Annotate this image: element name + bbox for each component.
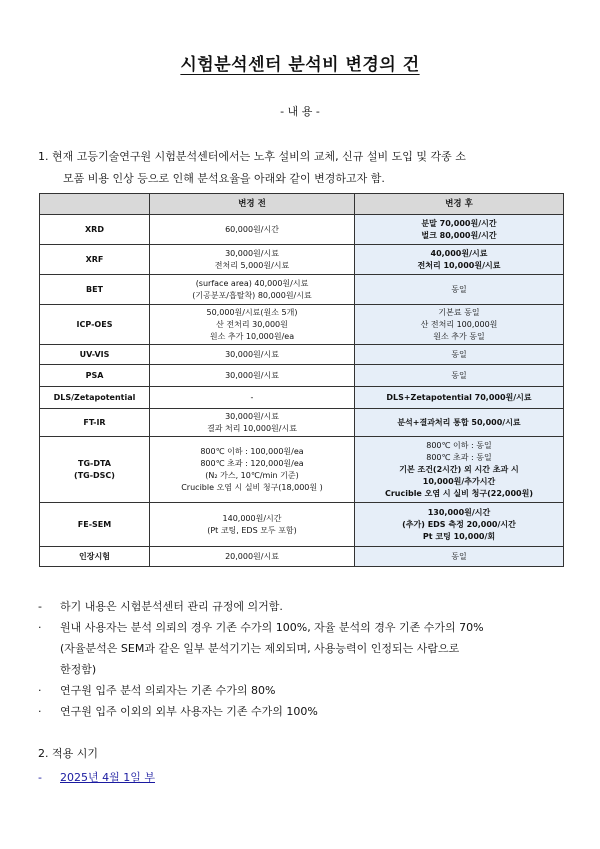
header-after: 변경 후: [355, 194, 564, 215]
after-cell: [355, 305, 564, 345]
row-label-line: 인장시험: [79, 551, 110, 561]
document-title: 시험분석센터 분석비 변경의 건: [180, 55, 420, 75]
note-text: 원내 사용자는 분석 의뢰의 경우 기존 수가의 100%, 자율 분석의 경우 기존 수가의 70%: [60, 621, 484, 634]
after-line: 기본료 동일: [438, 307, 480, 317]
row-label: [40, 365, 150, 387]
before-cell: [150, 245, 355, 275]
table-row: [40, 503, 564, 547]
note-marker: ·: [38, 621, 42, 634]
before-cell: [150, 387, 355, 409]
row-label: [40, 503, 150, 547]
table-row: [40, 215, 564, 245]
before-line: 원소 추가 10,000원/ea: [209, 331, 295, 341]
before-line: (Pt 코팅, EDS 모두 포함): [207, 525, 297, 535]
after-line: Pt 코팅 10,000/회: [422, 531, 496, 541]
after-line: 분말 70,000원/시간: [421, 218, 497, 228]
table-row: [40, 387, 564, 409]
after-cell: [355, 547, 564, 567]
before-cell: [150, 503, 355, 547]
after-line: 원소 추가 동일: [433, 331, 485, 341]
header-before: 변경 전: [150, 194, 355, 215]
after-line: 동일: [451, 284, 467, 294]
after-cell: [355, 437, 564, 503]
after-line: 산 전처리 100,000원: [420, 319, 498, 329]
after-line: (추가) EDS 측정 20,000/시간: [402, 519, 516, 529]
table-row: [40, 275, 564, 305]
note-line: [38, 596, 578, 617]
after-line: 800℃ 이하 : 동일: [426, 440, 492, 450]
row-label-line: PSA: [85, 370, 104, 380]
row-label: [40, 547, 150, 567]
after-cell: [355, 215, 564, 245]
content-subheading: - 내 용 -: [280, 105, 320, 118]
table-header-row: [40, 194, 564, 215]
row-label: [40, 215, 150, 245]
before-cell: [150, 547, 355, 567]
row-label-line: (TG-DSC): [74, 470, 115, 480]
before-line: -: [250, 392, 254, 402]
section-2-heading: 2. 적용 시기: [38, 747, 98, 760]
after-line: 800℃ 초과 : 동일: [426, 452, 492, 462]
before-line: 800℃ 이하 : 100,000원/ea: [200, 446, 304, 456]
note-text: 한정함): [60, 663, 97, 676]
row-label-line: XRD: [85, 224, 104, 234]
after-cell: [355, 275, 564, 305]
after-line: 기본 조건(2시간) 외 시간 초과 시: [399, 464, 519, 474]
table-row: [40, 365, 564, 387]
after-line: Crucible 오염 시 실비 청구(22,000원): [384, 488, 534, 498]
after-cell: [355, 365, 564, 387]
note-line: [38, 701, 578, 722]
section-1-line-1: 1. 현재 고등기술연구원 시험분석센터에서는 노후 설비의 교체, 신규 설비 도입 및 각종 소: [38, 150, 466, 163]
notes-list: [38, 596, 578, 722]
before-cell: [150, 437, 355, 503]
before-line: 결과 처리 10,000원/시료: [207, 423, 297, 433]
note-marker: -: [38, 600, 42, 613]
section-1-line-2: 모품 비용 인상 등으로 인해 분석요율을 아래와 같이 변경하고자 함.: [63, 172, 385, 185]
after-cell: [355, 245, 564, 275]
after-line: 분석+결과처리 통합 50,000/시료: [397, 417, 521, 427]
before-line: 30,000원/시료: [225, 411, 279, 421]
rate-change-table: [39, 193, 564, 567]
row-label-line: TG-DTA: [77, 458, 111, 468]
note-text: 하기 내용은 시험분석센터 관리 규정에 의거함.: [60, 600, 283, 613]
before-cell: [150, 365, 355, 387]
before-cell: [150, 275, 355, 305]
before-line: 30,000원/시료: [225, 349, 279, 359]
after-line: 전처리 10,000원/시료: [417, 260, 501, 270]
note-line: [38, 638, 578, 659]
row-label: [40, 305, 150, 345]
note-marker: ·: [38, 705, 42, 718]
after-line: 130,000원/시간: [427, 507, 491, 517]
before-cell: [150, 215, 355, 245]
row-label-line: UV-VIS: [79, 349, 110, 359]
row-label-line: FE-SEM: [77, 519, 112, 529]
before-line: 30,000원/시료: [225, 370, 279, 380]
row-label: [40, 437, 150, 503]
before-line: (surface area) 40,000원/시료: [195, 278, 309, 288]
before-line: 20,000원/시료: [225, 551, 279, 561]
before-line: 산 전처리 30,000원: [216, 319, 288, 329]
row-label: [40, 245, 150, 275]
before-line: 30,000원/시료: [225, 248, 279, 258]
row-label-line: DLS/Zetapotential: [53, 392, 136, 402]
note-text: (자율분석은 SEM과 같은 일부 분석기기는 제외되며, 사용능력이 인정되는 사람으로: [60, 642, 460, 655]
after-line: 10,000원/추가시간: [422, 476, 496, 486]
table-row: [40, 345, 564, 365]
after-cell: [355, 345, 564, 365]
before-line: (N₂ 가스, 10℃/min 기준): [205, 470, 299, 480]
row-label: [40, 387, 150, 409]
before-line: 140,000원/시간: [222, 513, 282, 523]
table-row: [40, 547, 564, 567]
before-line: (기공분포/흡탈착) 80,000원/시료: [192, 290, 312, 300]
table-row: [40, 437, 564, 503]
before-cell: [150, 409, 355, 437]
after-line: 벌크 80,000원/시간: [421, 230, 497, 240]
before-cell: [150, 345, 355, 365]
table-row: [40, 305, 564, 345]
header-item: [40, 194, 150, 215]
after-line: 40,000원/시료: [430, 248, 488, 258]
effective-date: 2025년 4월 1일 부: [60, 771, 155, 784]
after-line: DLS+Zetapotential 70,000원/시료: [386, 392, 532, 402]
before-line: Crucible 오염 시 실비 청구(18,000원 ): [181, 482, 323, 492]
after-line: 동일: [451, 551, 467, 561]
note-marker: [38, 659, 60, 680]
after-cell: [355, 387, 564, 409]
section-1-intro: [38, 146, 568, 190]
note-text: 연구원 입주 분석 의뢰자는 기존 수가의 80%: [60, 684, 276, 697]
date-marker: -: [38, 771, 42, 784]
note-marker: ·: [38, 684, 42, 697]
note-line: [38, 659, 578, 680]
after-cell: [355, 503, 564, 547]
note-line: [38, 617, 578, 638]
before-line: 전처리 5,000원/시료: [214, 260, 290, 270]
table-row: [40, 409, 564, 437]
row-label-line: XRF: [85, 254, 104, 264]
note-text: 연구원 입주 이외의 외부 사용자는 기존 수가의 100%: [60, 705, 318, 718]
row-label-line: BET: [85, 284, 104, 294]
row-label-line: ICP-OES: [76, 319, 113, 329]
note-line: [38, 680, 578, 701]
row-label: [40, 409, 150, 437]
before-line: 50,000원/시료(원소 5개): [206, 307, 298, 317]
before-line: 60,000원/시간: [225, 224, 279, 234]
effective-date-line: [38, 769, 155, 785]
row-label: [40, 275, 150, 305]
table-row: [40, 245, 564, 275]
row-label: [40, 345, 150, 365]
after-line: 동일: [451, 370, 467, 380]
row-label-line: FT-IR: [83, 417, 106, 427]
note-marker: [38, 638, 60, 659]
before-line: 800℃ 초과 : 120,000원/ea: [200, 458, 304, 468]
after-cell: [355, 409, 564, 437]
before-cell: [150, 305, 355, 345]
after-line: 동일: [451, 349, 467, 359]
